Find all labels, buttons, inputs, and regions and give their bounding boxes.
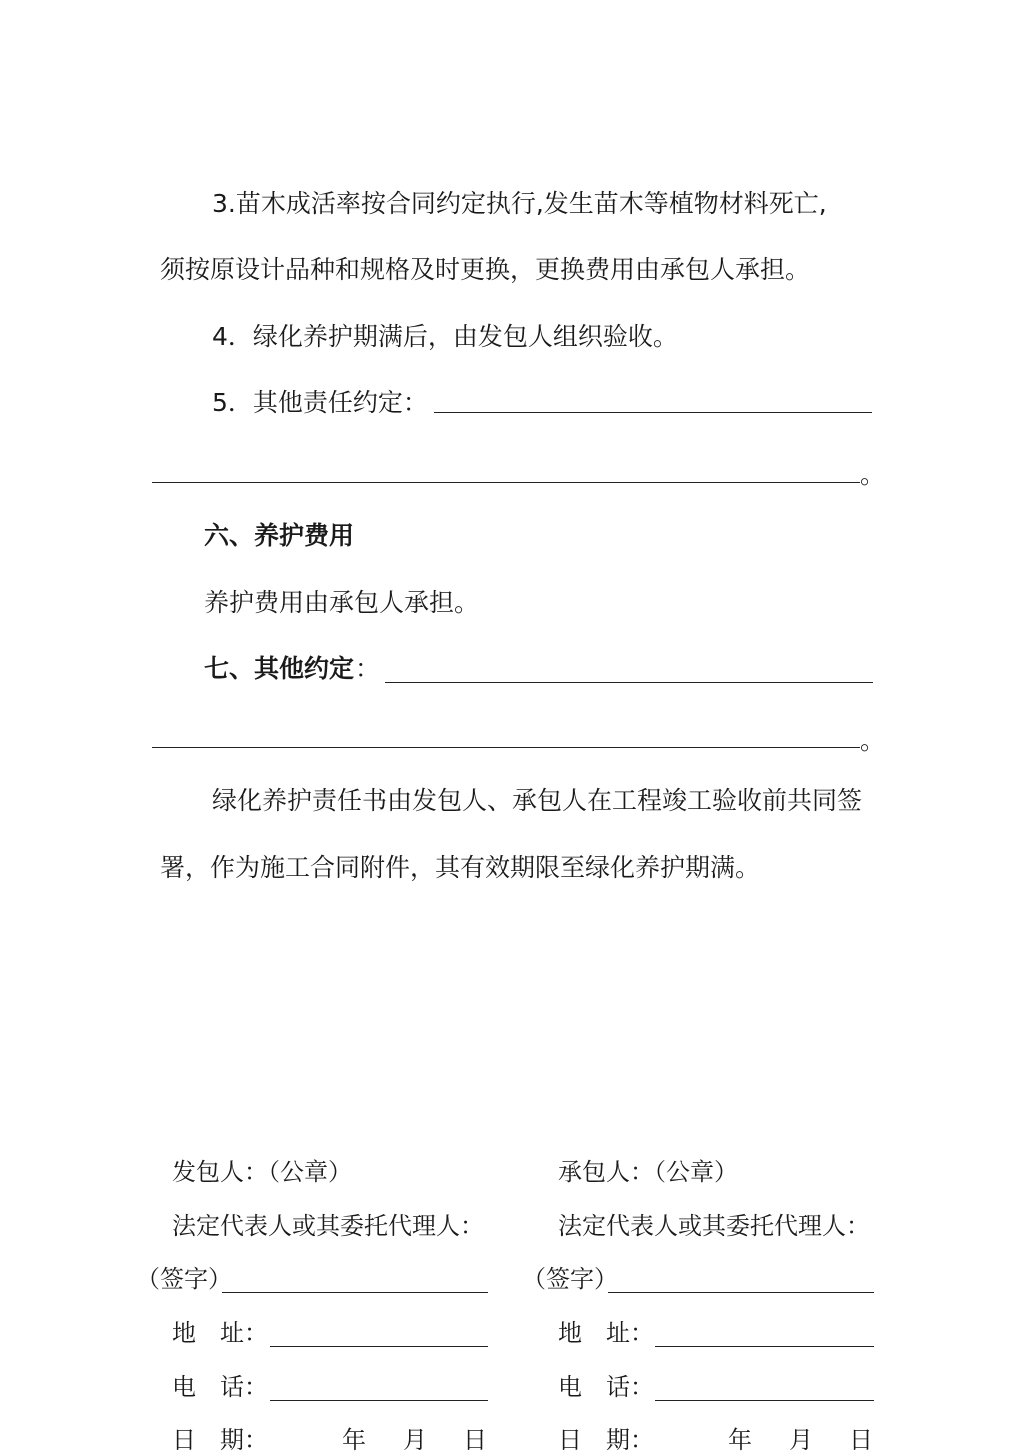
contractor-sign-label: （签字） [522,1265,618,1293]
employer-party-label: 发包人：（公章） [172,1158,352,1186]
employer-sign-line[interactable] [222,1292,488,1293]
employer-address-line[interactable] [270,1346,488,1347]
contractor-sign-line[interactable] [608,1292,874,1293]
clause-5-fill-line-2[interactable] [152,482,860,483]
section-7-fill-line-2[interactable] [152,747,860,748]
section-7-period: 。 [860,726,886,755]
contractor-address-line[interactable] [655,1346,874,1347]
contractor-date-year: 年 [728,1426,752,1454]
employer-date-label: 日 期： [172,1426,268,1454]
contractor-date-month: 月 [789,1426,813,1454]
section-6-heading: 六、养护费用 [204,521,355,550]
contractor-phone-line[interactable] [655,1400,874,1401]
contractor-party-label: 承包人：（公章） [558,1158,738,1186]
employer-rep-label: 法定代表人或其委托代理人： [172,1212,484,1240]
closing-line-1: 绿化养护责任书由发包人、承包人在工程竣工验收前共同签 [212,786,863,815]
contractor-date-label: 日 期： [558,1426,654,1454]
section-7-fill-line-1[interactable] [385,682,873,683]
employer-sign-label: （签字） [136,1265,232,1293]
employer-date-month: 月 [403,1426,427,1454]
clause-3-line-1: 3.苗木成活率按合同约定执行,发生苗木等植物材料死亡, [212,189,827,218]
employer-phone-label: 电 话： [172,1373,268,1401]
clause-3-line-2: 须按原设计品种和规格及时更换，更换费用由承包人承担。 [160,255,811,284]
clause-5-fill-line-1[interactable] [434,412,872,413]
contractor-phone-label: 电 话： [558,1373,654,1401]
employer-date-year: 年 [342,1426,366,1454]
clause-5-period: 。 [860,460,886,489]
contractor-rep-label: 法定代表人或其委托代理人： [558,1212,870,1240]
section-7-colon: ： [355,654,381,683]
closing-line-2: 署，作为施工合同附件，其有效期限至绿化养护期满。 [160,853,761,882]
section-7-heading: 七、其他约定 [204,654,355,683]
section-6-body: 养护费用由承包人承担。 [204,588,480,617]
employer-phone-line[interactable] [270,1400,488,1401]
contractor-date-day: 日 [849,1426,873,1454]
clause-4: 4．绿化养护期满后，由发包人组织验收。 [212,322,678,351]
employer-date-day: 日 [463,1426,487,1454]
clause-5-label: 5．其他责任约定： [212,388,428,417]
employer-address-label: 地 址： [172,1319,268,1347]
contractor-address-label: 地 址： [558,1319,654,1347]
